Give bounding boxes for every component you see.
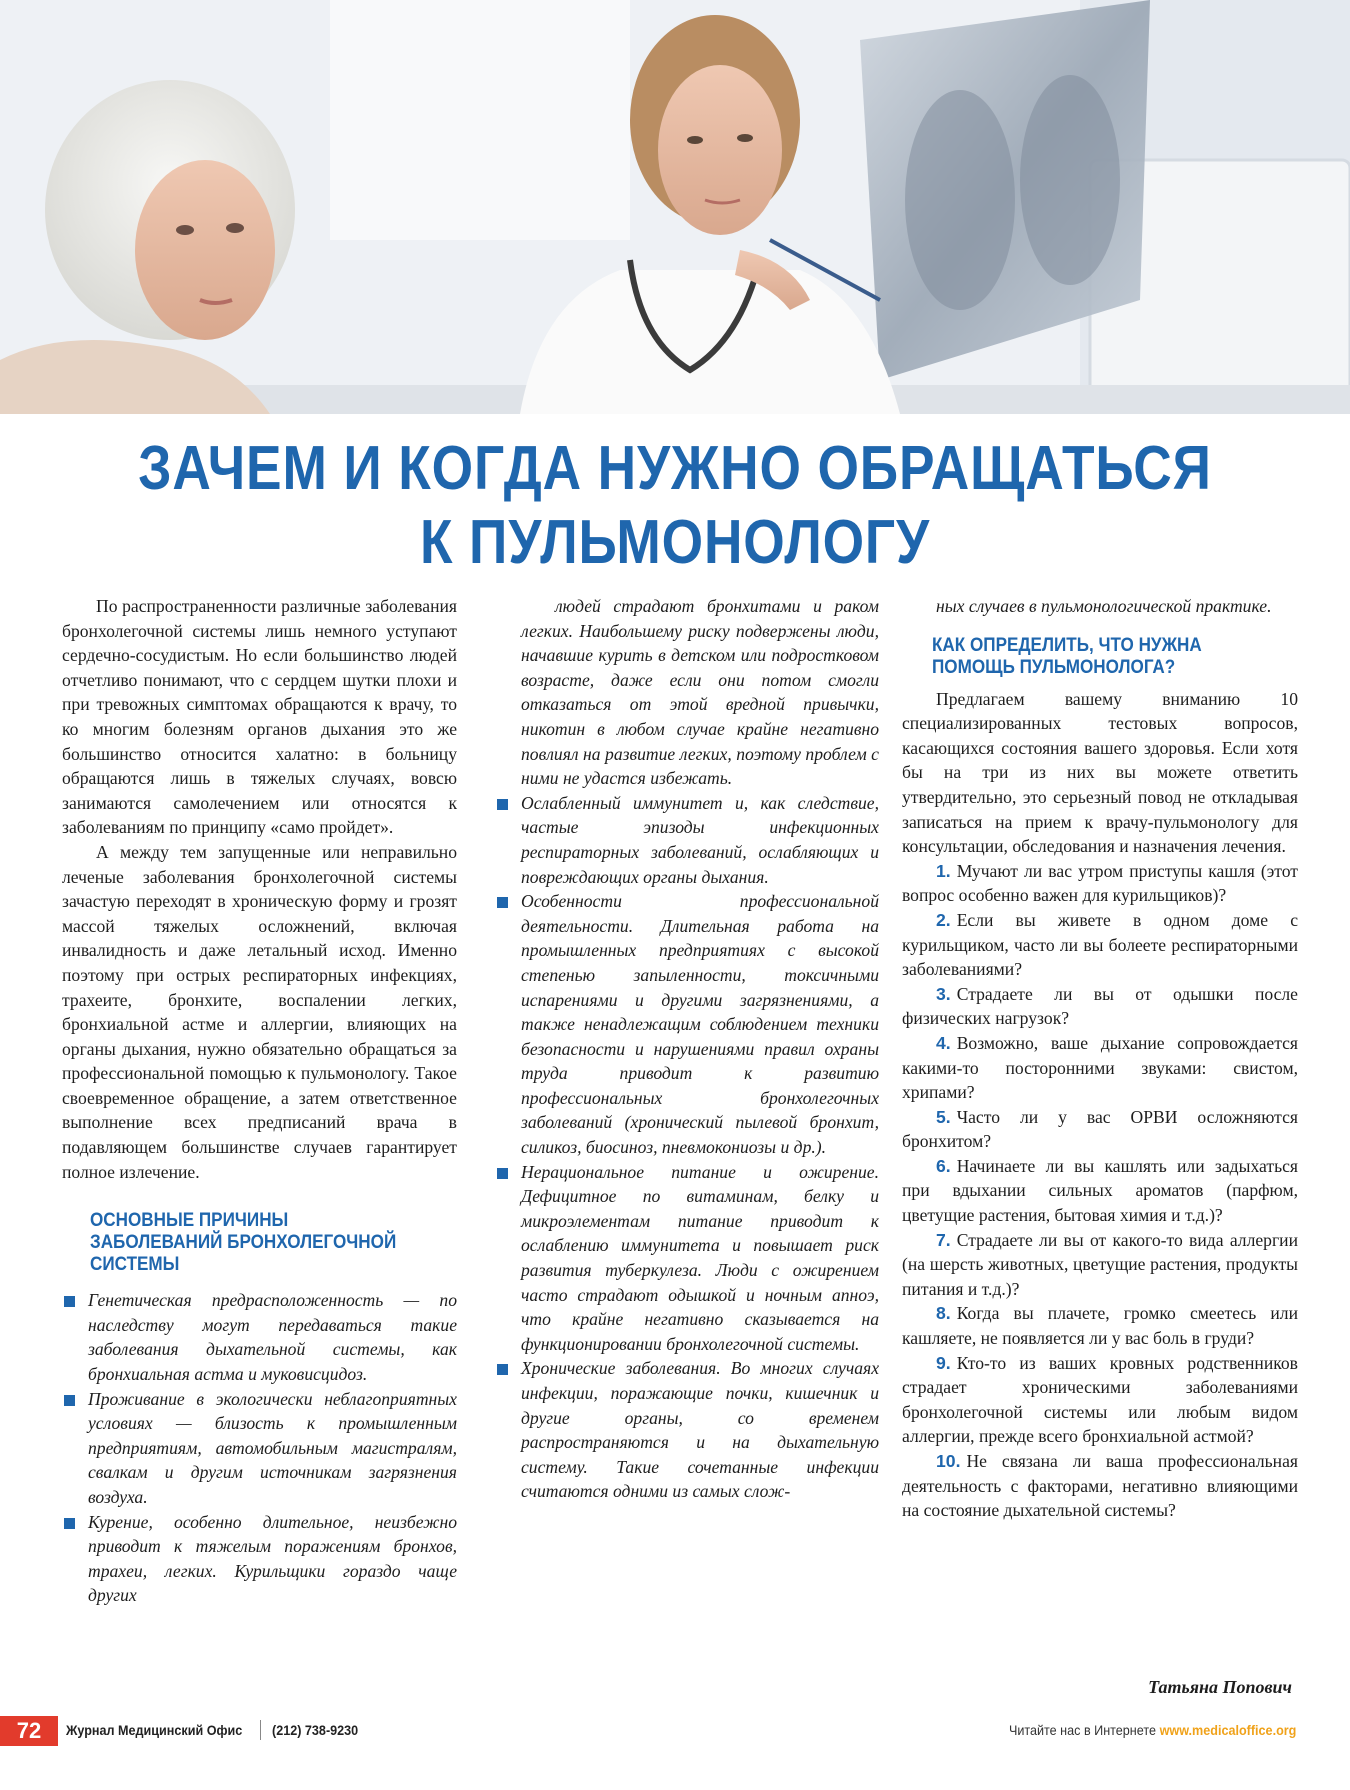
question-text: Мучают ли вас утром приступы кашля (этот вопрос особенно важен для курильщиков)?: [902, 860, 1298, 906]
question-item: [902, 1301, 1298, 1350]
bullet-profession: [495, 889, 879, 1160]
section-heading-test: КАК ОПРЕДЕЛИТЬ, ЧТО НУЖНА ПОМОЩЬ ПУЛЬМОНОЛОГА?: [932, 634, 1202, 678]
hero-photo: [0, 0, 1350, 414]
question-number: 10.: [936, 1451, 961, 1471]
bullet-immunity: [495, 791, 879, 889]
footer-divider: [260, 1720, 261, 1740]
bullet-smoking: [62, 1510, 457, 1608]
phone-number: (212) 738-9230: [272, 1722, 359, 1738]
column-right: [902, 594, 1298, 1523]
question-number: 8.: [936, 1303, 951, 1324]
question-number: 7.: [936, 1229, 951, 1250]
question-number: 2.: [936, 909, 951, 930]
test-intro: Предлагаем вашему вниманию 10 специализированных тестовых вопросов, касающихся состояния вашего здоровья. Если хотя бы на три из них вы можете ответить утвердительно, это серьезный повод не откладывая записаться на прием к врачу-пульмонологу для консультации, обследования и назначения лечения.: [902, 688, 1298, 857]
question-text: Не связана ли ваша профессиональная деятельность с факторами, негативно влияющими на состояние дыхательной системы?: [902, 1451, 1298, 1521]
website-note: [1009, 1722, 1296, 1738]
question-text: Кто-то из ваших кровных родственников страдает хроническими заболеваниями бронхолегочной системы или любым видом аллергии, прежде всего бронхиальной астмой?: [902, 1352, 1298, 1447]
website-label: Читайте нас в Интернете: [1008, 1722, 1156, 1738]
question-text: Страдаете ли вы от одышки после физических нагрузок?: [902, 983, 1298, 1029]
bullet-square-icon: [64, 1395, 75, 1406]
question-item: [902, 1105, 1298, 1154]
article-title-line2: К ПУЛЬМОНОЛОГУ: [419, 508, 931, 577]
question-item: [902, 1449, 1298, 1523]
bullet-text: Ослабленный иммунитет и, как следствие, частые эпизоды инфекционных респираторных заболеваний, ослабляющих и повреждающих органы дыхания.: [521, 792, 879, 887]
question-number: 6.: [936, 1155, 951, 1176]
page-footer: [0, 1716, 1350, 1746]
magazine-name: Журнал Медицинский Офис: [66, 1722, 243, 1738]
intro-paragraph: По распространенности различные заболевания бронхолегочной системы лишь немного уступают сердечно-сосудистым. Но если большинство людей отчетливо понимают, что с сердцем шутки плохи и при тревожных симптомах обращаются к врачу, то ко многим болезням органов дыхания это же большинство относится халатно: в больницу обращаются лишь в тяжелых случаях, вовсю занимаются самолечением или относятся к заболеваниям по принципу «само пройдет».: [62, 596, 457, 838]
section-heading-causes: ОСНОВНЫЕ ПРИЧИНЫ ЗАБОЛЕВАНИЙ БРОНХОЛЕГОЧНОЙ СИСТЕМЫ: [90, 1210, 397, 1276]
hero-illustration: [0, 0, 1350, 414]
bullet-nutrition: [495, 1160, 879, 1357]
bullet-square-icon: [497, 799, 508, 810]
question-number: 4.: [936, 1032, 951, 1053]
bullet-square-icon: [64, 1296, 75, 1307]
question-text: Страдаете ли вы от какого-то вида аллергии (на шерсть животных, цветущие растения, продукты питания и т.д.)?: [902, 1229, 1298, 1299]
bullet-text: Нерациональное питание и ожирение. Дефицитное по витаминам, белку и микроэлементам питание приводит к ослаблению иммунитета и повышает риск развития туберкулеза. Люди с ожирением часто страдают одышкой и ночным апноэ, что крайне негативно сказывается на функционировании бронхолегочной системы.: [521, 1161, 879, 1354]
question-item: [902, 859, 1298, 908]
question-item: [902, 1154, 1298, 1228]
question-text: Когда вы плачете, громко смеетесь или кашляете, не появляется ли у вас боль в груди?: [902, 1303, 1298, 1349]
question-text: Возможно, ваше дыхание сопровождается какими-то посторонними звуками: свистом, хрипами?: [902, 1032, 1298, 1103]
bullet-square-icon: [497, 897, 508, 908]
website-link[interactable]: www.medicaloffice.org: [1159, 1722, 1296, 1738]
author-signature: Татьяна Попович: [1148, 1677, 1292, 1697]
question-item: [902, 1031, 1298, 1105]
question-item: [902, 908, 1298, 982]
question-list: [902, 859, 1298, 1523]
article-title: [95, 432, 1256, 580]
bullet-chronic-continued: ных случаев в пульмонологической практике.: [936, 596, 1272, 616]
question-number: 5.: [936, 1106, 951, 1127]
column-middle: [495, 594, 879, 1504]
bullet-ecology: [62, 1387, 457, 1510]
question-item: [902, 1351, 1298, 1449]
bullet-text: Особенности профессиональной деятельности. Длительная работа на промышленных предприятиях с высокой степенью запыленности, токсичными испарениями и другими загрязнениями, а также ненадлежащим соблюдением техники безопасности и нарушениями правил охраны труда приводит к развитию профессиональных бронхолегочных заболеваний (хронический пылевой бронхит, силикоз, биосиноз, пневмокониозы и др.).: [521, 891, 879, 1158]
question-text: Часто ли у вас ОРВИ осложняются бронхитом?: [902, 1106, 1298, 1152]
bullet-smoking-continued: людей страдают бронхитами и раком легких. Наибольшему риску подвержены люди, начавшие курить в детском или подростковом возрасте, даже если они потом смогли отказаться от этой вредной привычки, никотин в любом случае крайне негативно повлиял на развитие легких, поэтому проблем с ними не удастся избежать.: [521, 596, 879, 789]
question-item: [902, 982, 1298, 1031]
body-paragraph: А между тем запущенные или неправильно леченые заболевания бронхолегочной системы зачастую переходят в хроническую форму и грозят массой тяжелых осложнений, включая инвалидность и даже летальный исход. Именно поэтому при острых респираторных инфекциях, трахеите, бронхите, воспалении легких, бронхиальной астме и аллергии, влияющих на органы дыхания, нужно обязательно обращаться за профессиональной помощью к пульмонологу. Такое своевременное обращение, а затем ответственное выполнение всех предписаний врача в подавляющем большинстве случаев гарантирует полное излечение.: [62, 841, 457, 1182]
question-number: 9.: [936, 1352, 951, 1373]
question-text: Начинаете ли вы кашлять или задыхаться при вдыхании сильных ароматов (парфюм, цветущие растения, бытовая химия и т.д.)?: [902, 1155, 1298, 1226]
column-left: [62, 594, 457, 1608]
bullet-chronic: [495, 1356, 879, 1504]
article-title-line1: ЗАЧЕМ И КОГДА НУЖНО ОБРАЩАТЬСЯ: [138, 434, 1212, 503]
bullet-text: Курение, особенно длительное, неизбежно приводит к тяжелым поражениям бронхов, трахеи, легких. Курильщики гораздо чаще других: [88, 1511, 457, 1606]
bullet-square-icon: [497, 1364, 508, 1375]
bullet-text: Генетическая предрасположенность — по наследству могут передаваться такие заболевания дыхательной системы, как бронхиальная астма и муковисцидоз.: [88, 1290, 457, 1385]
question-item: [902, 1228, 1298, 1302]
page-number: 72: [0, 1716, 58, 1746]
bullet-text: Проживание в экологически неблагоприятных условиях — близость к промышленным предприятиям, автомобильным магистралям, свалкам и другим источникам загрязнения воздуха.: [88, 1388, 457, 1507]
question-text: Если вы живете в одном доме с курильщиком, часто ли вы болеете респираторными заболеваниями?: [902, 909, 1298, 980]
question-number: 1.: [936, 860, 951, 881]
bullet-square-icon: [497, 1168, 508, 1179]
bullet-genetics: [62, 1288, 457, 1386]
bullet-square-icon: [64, 1518, 75, 1529]
bullet-text: Хронические заболевания. Во многих случаях инфекции, поражающие почки, кишечник и другие органы, со временем распространяются и на дыхательную систему. Такие сочетанные инфекции считаются одними из самых слож-: [521, 1358, 879, 1502]
question-number: 3.: [936, 983, 951, 1004]
